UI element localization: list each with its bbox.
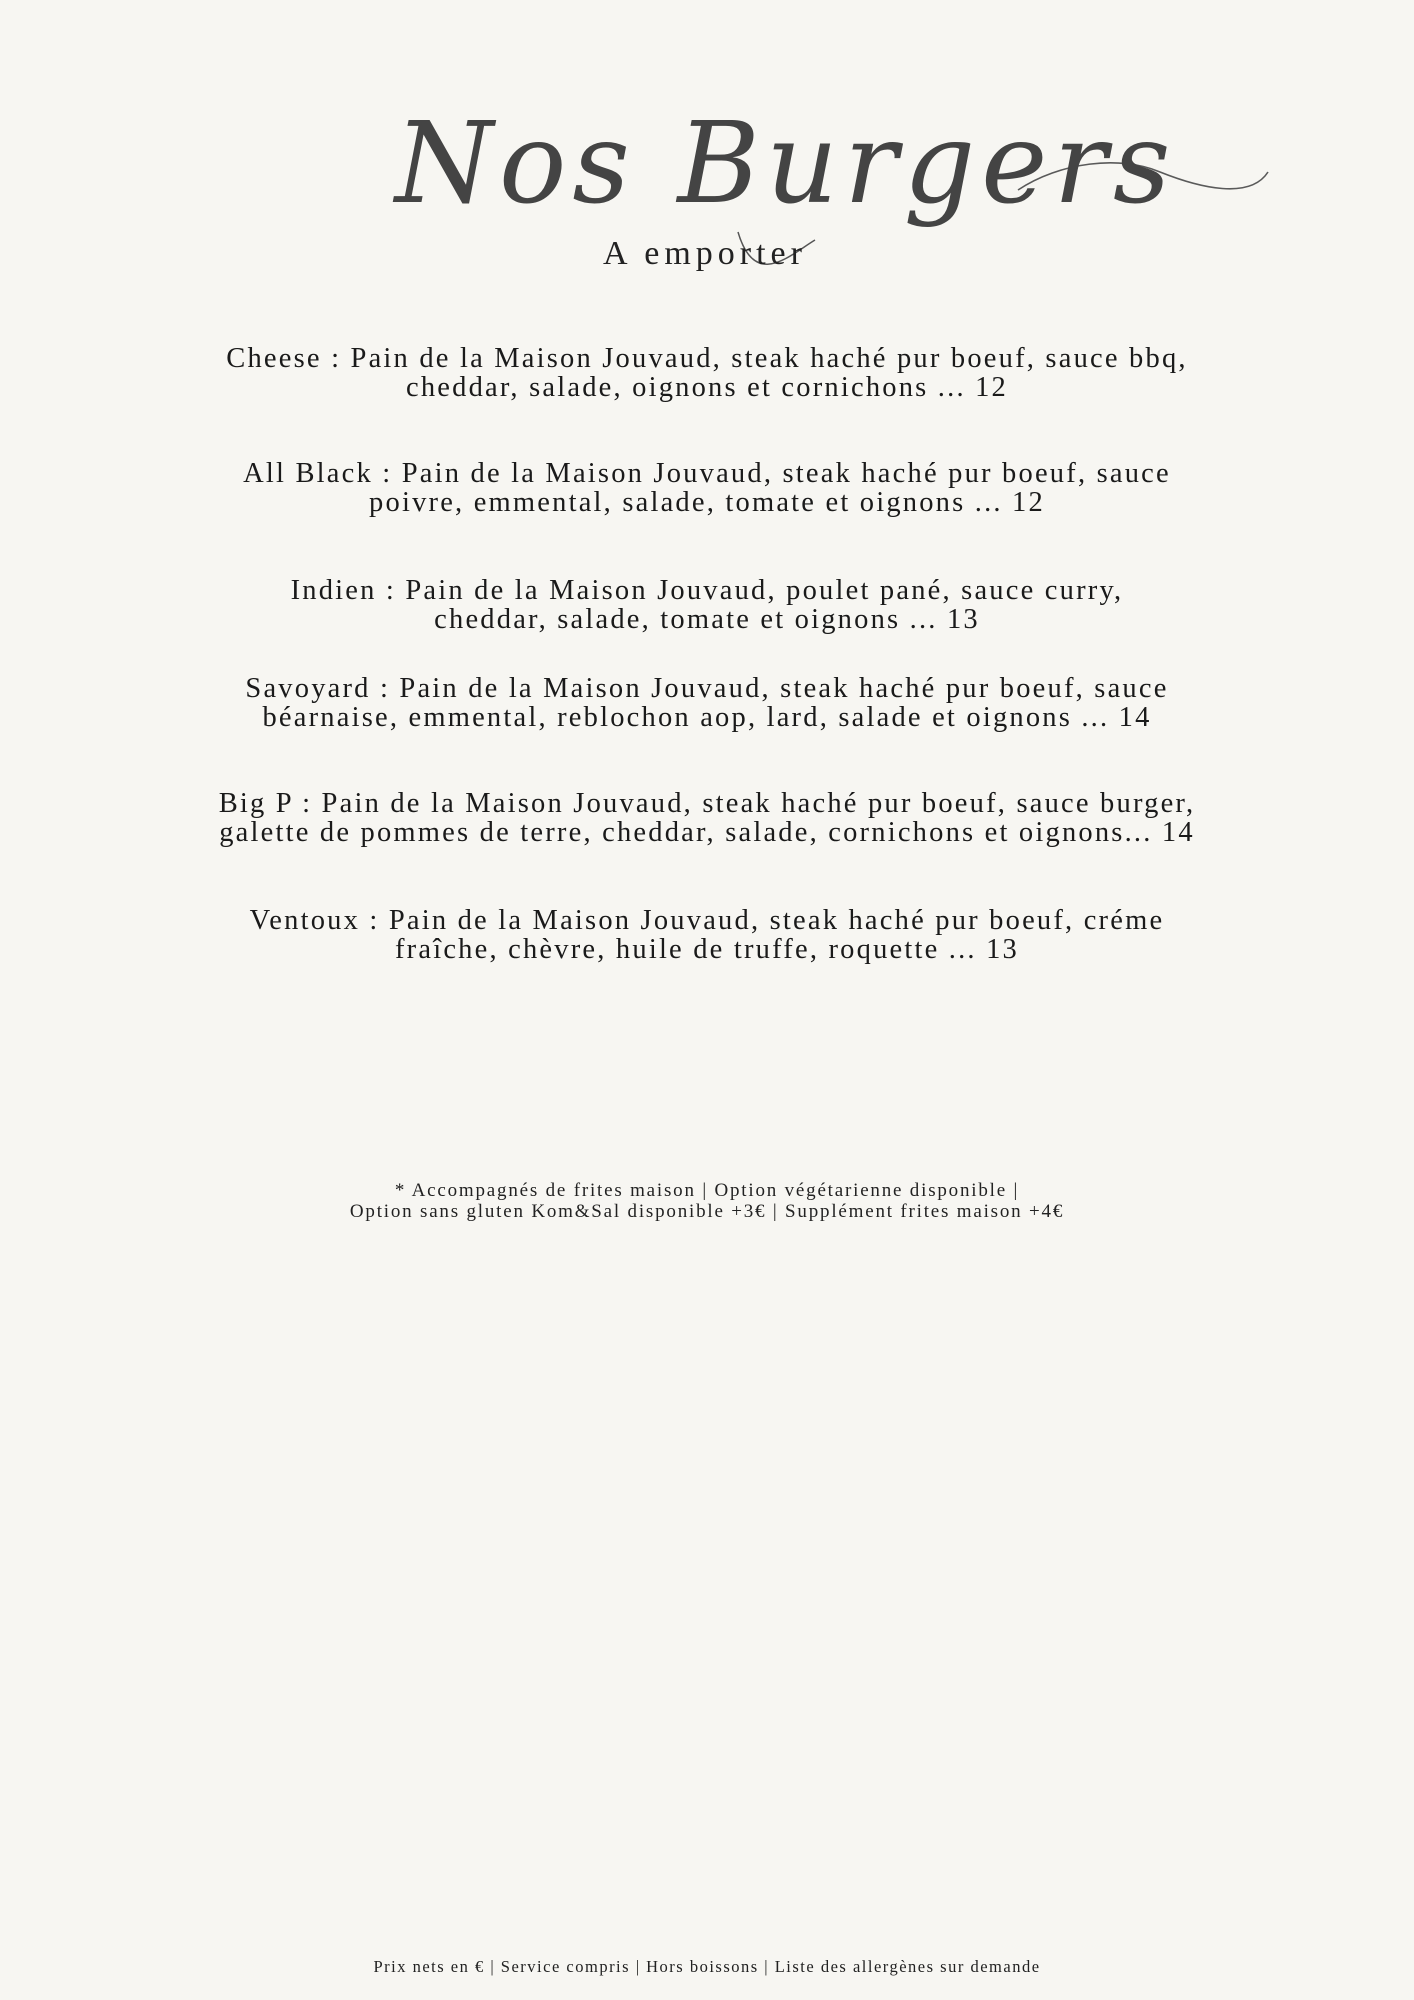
page-subtitle: A emporter (603, 235, 807, 272)
page-footer: Prix nets en € | Service compris | Hors boissons | Liste des allergènes sur demande (373, 1957, 1041, 1976)
footnote-line: Option sans gluten Kom&Sal disponible +3€ | Supplément frites maison +4€ (349, 1201, 1065, 1222)
menu-item-indien (150, 576, 1264, 634)
menu-item-line: All Black : Pain de la Maison Jouvaud, steak haché pur boeuf, sauce (243, 458, 1171, 489)
menu-item-line: fraîche, chèvre, huile de truffe, roquette ... 13 (394, 934, 1019, 965)
menu-item-line: poivre, emmental, salade, tomate et oignons ... 12 (369, 487, 1045, 518)
menu-item-cheese (150, 344, 1264, 402)
page-header (0, 100, 1414, 290)
menu-item-line: galette de pommes de terre, cheddar, salade, cornichons et oignons... 14 (219, 817, 1195, 848)
menu-item-line: Cheese : Pain de la Maison Jouvaud, steak haché pur boeuf, sauce bbq, (226, 343, 1188, 374)
menu-footnote (0, 1180, 1414, 1222)
menu-item-line: cheddar, salade, tomate et oignons ... 13 (434, 604, 980, 635)
menu-item-line: Big P : Pain de la Maison Jouvaud, steak haché pur boeuf, sauce burger, (218, 788, 1196, 819)
menu-item-line: Indien : Pain de la Maison Jouvaud, poulet pané, sauce curry, (290, 575, 1124, 606)
menu-item-ventoux (150, 906, 1264, 964)
menu-item-line: Savoyard : Pain de la Maison Jouvaud, steak haché pur boeuf, sauce (245, 673, 1169, 704)
footnote-line: * Accompagnés de frites maison | Option végétarienne disponible | (394, 1180, 1020, 1201)
menu-item-line: béarnaise, emmental, reblochon aop, lard, salade et oignons ... 14 (262, 702, 1152, 733)
menu-item-big-p (150, 789, 1264, 847)
menu-item-all-black (150, 459, 1264, 517)
menu-item-line: cheddar, salade, oignons et cornichons ... 12 (405, 372, 1008, 403)
menu-item-savoyard (150, 674, 1264, 732)
page-title: Nos Burgers (395, 99, 1177, 229)
menu-item-line: Ventoux : Pain de la Maison Jouvaud, steak haché pur boeuf, créme (249, 905, 1165, 936)
